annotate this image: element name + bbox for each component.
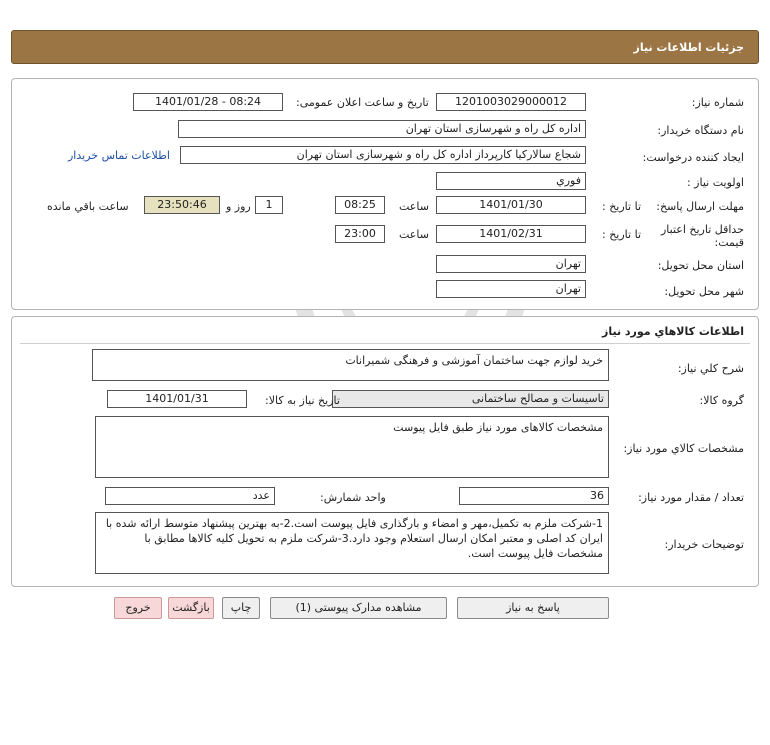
page-title: جزئیات اطلاعات نیاز [633,41,744,54]
remaining-time-field: 23:50:46 [144,196,220,214]
buyer-field: اداره کل راه و شهرسازی استان تهران [178,120,586,138]
need-info-panel [11,78,759,310]
deadline-until-label: تا تاریخ : [602,200,641,213]
validity-time-field: 23:00 [335,225,385,243]
section-divider [20,343,750,344]
quantity-field: 36 [459,487,609,505]
goods-section-title: اطلاعات کالاهاي مورد نياز [602,325,744,338]
need-number-label: شماره نیاز: [691,96,744,109]
validity-label: حداقل تاریخ اعتبار قیمت: [660,223,744,249]
remaining-label: ساعت باقي مانده [47,200,129,213]
goods-group-field: تاسیسات و مصالح ساختمانی [332,390,609,408]
specs-label: مشخصات کالاي مورد نياز: [623,442,744,455]
page-header [11,30,759,64]
need-date-label: تاريخ نياز به کالا: [265,394,340,407]
city-field: تهران [436,280,586,298]
deadline-time-field: 08:25 [335,196,385,214]
days-label: روز و [226,200,251,213]
goods-group-label: گروه کالا: [699,394,744,407]
reply-button[interactable]: پاسخ به نیاز [457,597,609,619]
remaining-days-field: 1 [255,196,283,214]
need-date-field: 1401/01/31 [107,390,247,408]
creator-label: ایجاد کننده درخواست: [642,151,744,164]
priority-field: فوري [436,172,586,190]
announce-label: تاریخ و ساعت اعلان عمومی: [296,96,429,109]
view-attachments-button[interactable]: مشاهده مدارک پیوستی (1) [270,597,447,619]
city-label: شهر محل تحویل: [664,285,744,298]
goods-info-panel [11,316,759,587]
print-button[interactable]: چاپ [222,597,260,619]
creator-field: شجاع سالارکیا کارپرداز اداره کل راه و شهرسازی استان تهران [180,146,586,164]
validity-until-label: تا تاریخ : [602,228,641,241]
announce-field: 1401/01/28 - 08:24 [133,93,283,111]
quantity-label: تعداد / مقدار مورد نیاز: [638,491,744,504]
summary-field: خرید لوازم جهت ساختمان آموزشی و فرهنگی شمیرانات [92,349,609,381]
exit-button[interactable]: خروج [114,597,162,619]
validity-time-label: ساعت [399,228,429,241]
deadline-time-label: ساعت [399,200,429,213]
province-label: استان محل تحویل: [657,259,744,272]
unit-label: واحد شمارش: [320,491,386,504]
summary-label: شرح کلي نياز: [677,362,744,375]
back-button[interactable]: بازگشت [168,597,214,619]
unit-field: عدد [105,487,275,505]
buyer-label: نام دستگاه خریدار: [657,124,744,137]
province-field: تهران [436,255,586,273]
buyer-notes-field: 1-شرکت ملزم به تکمیل،مهر و امضاء و بارگذاری فایل پیوست است.2-به بهترین پیشنهاد متوسط ارائه شده با ایران کد اصلی و معتبر امکان ارسال استعلام وجود دارد.3-شرکت ملزم به تحویل کلیه کالاها مطابق با مشخصات فایل پیوست است. [95,512,609,574]
need-number-field: 1201003029000012 [436,93,586,111]
specs-field: مشخصات کالاهای مورد نیاز طبق فایل پیوست [95,416,609,478]
buyer-notes-label: توضیحات خریدار: [664,538,744,551]
buyer-contact-link[interactable]: اطلاعات تماس خریدار [68,149,170,162]
validity-date-field: 1401/02/31 [436,225,586,243]
priority-label: اولویت نیاز : [686,176,744,189]
deadline-label: مهلت ارسال پاسخ: [656,200,744,213]
deadline-date-field: 1401/01/30 [436,196,586,214]
